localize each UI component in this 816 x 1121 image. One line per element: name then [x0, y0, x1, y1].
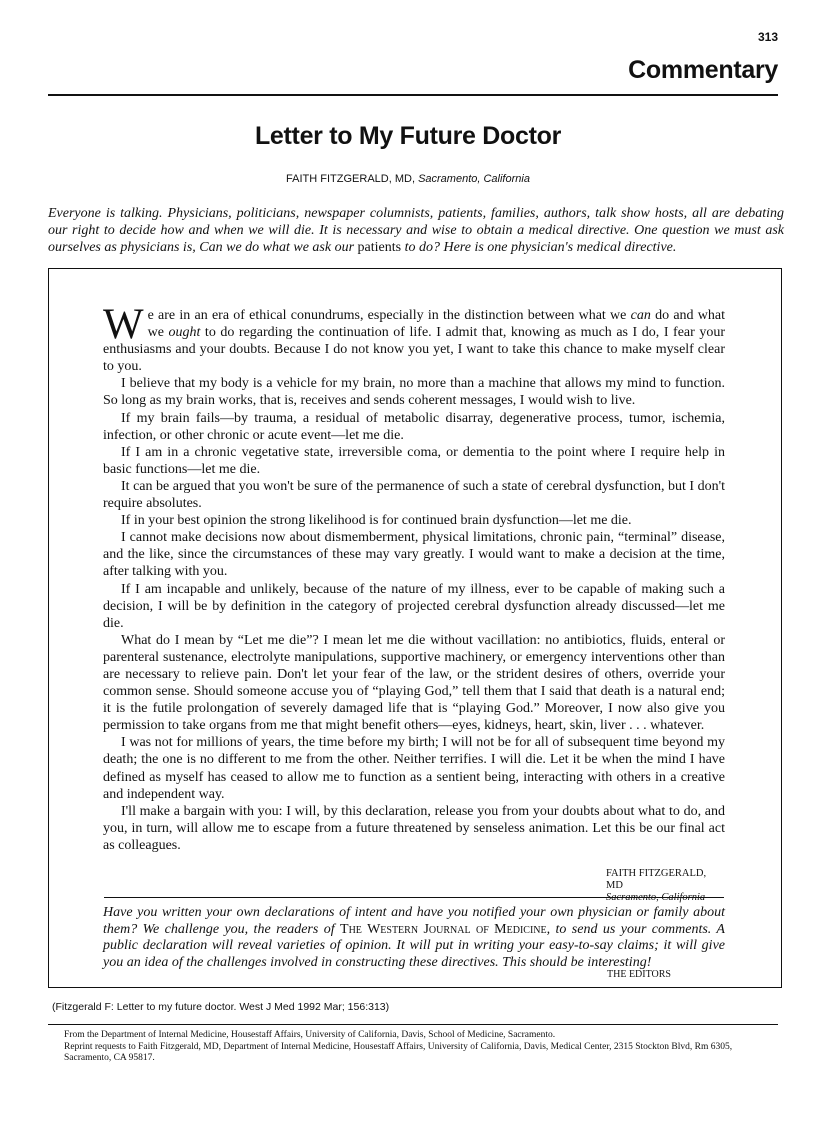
letter-body: [103, 301, 725, 854]
header-rule: [48, 94, 778, 96]
letter-paragraph-3: If my brain fails—by trauma, a residual of metabolic disarray, degenerative process, tumor, ischemia, infection, or other chronic or acute event—let me die.: [103, 410, 725, 443]
letter-paragraph-5: It can be argued that you won't be sure of the permanence of such a state of cerebral dysfunction, but I don't require absolutes.: [103, 478, 725, 512]
journal-name: The Western Journal of Medicine: [340, 921, 547, 937]
citation: (Fitzgerald F: Letter to my future doctor. West J Med 1992 Mar; 156:313): [52, 1001, 390, 1013]
abstract-emphasis: patients: [357, 240, 402, 255]
letter-paragraph-7: I cannot make decisions now about dismemberment, physical limitations, chronic pain, “terminal” disease, and the like, since the circumstances of these may vary greatly. I would want to make a decision at the time, after talking with you.: [103, 530, 725, 580]
abstract-text-2: to do? Here is one physician's medical directive.: [401, 240, 677, 255]
signature-name: FAITH FITZGERALD, MD: [606, 868, 707, 891]
letter-paragraph-8: If I am incapable and unlikely, because of the nature of my illness, ever to be capable of making such a decision, I will be by definition in the category of projected cerebral dysfunction already discussed—let me die.: [103, 581, 725, 631]
footnote-affiliation: From the Department of Internal Medicine, Housestaff Affairs, University of California, Davis, School of Medicine, Sacramento.: [64, 1030, 556, 1040]
emphasis-can: can: [630, 308, 651, 323]
drop-cap: W: [103, 301, 144, 348]
letter-paragraph-9: What do I mean by “Let me die”? I mean let me die without vacillation: no antibiotics, fluids, enteral or parenteral sustenance, electrolyte manipulations, supportive machinery, or emergency interventions other than are necessary to relieve pain. Don't let your fear of the law, or the strident desires of others, override your common sense. Should someone accuse you of “playing God,” tell them that I said that death is a natural end; it is the futile prolongation of severely damaged life that is “playing God.” Moreover, I now also give you permission to take organs from me that might benefit others—eyes, kidneys, heart, skin, liver . . . whatever.: [103, 632, 725, 734]
abstract: [48, 205, 784, 256]
letter-text: do and what we: [147, 308, 725, 341]
author-location: Sacramento, California: [418, 173, 530, 185]
letter-paragraph-1: [103, 301, 725, 375]
letter-paragraph-2: I believe that my body is a vehicle for my brain, no more than a machine that allows my mind to function. So long as my brain works, that is, receives and sends coherent messages, I would wish to live.: [103, 376, 725, 409]
letter-paragraph-11: I'll make a bargain with you: I will, by this declaration, release you from your doubts about what to do, and you, in turn, will allow me to escape from a future threatened by senseless animation. Let this be our final act as colleagues.: [103, 803, 725, 853]
letter-text: e are in an era of ethical conundrums, especially in the distinction between what we: [147, 308, 631, 323]
emphasis-ought: ought: [168, 325, 201, 341]
footer-rule: [48, 1024, 778, 1025]
footnote-reprints: Reprint requests to Faith Fitzgerald, MD, Department of Internal Medicine, Housestaff Affairs, University of California, Davis, Medical Center, 2315 Stockton Blvd, Rm 6305, Sacramento, CA 95817.: [64, 1041, 733, 1063]
letter-paragraph-10: I was not for millions of years, the time before my birth; I will not be for all of subsequent time beyond my death; the one is no different to me from the other. Neither terrifies. I will die. Let it be when the mind I have defined as myself has ceased to allow me to function as a sentient being, interacting with others in a creative and independent way.: [103, 735, 725, 802]
signature-rule: [104, 897, 724, 898]
editor-note-text-1: Have you written your own declarations of intent and have you notified your own physician or family about them? We challenge you, the readers of: [103, 905, 725, 937]
byline: [0, 173, 816, 185]
letter-text: to do regarding the continuation of life. I admit that, knowing as much as I do, I fear your enthusiasms and your doubts. Because I do not know you yet, I want to take this chance to make myself clear to you.: [103, 325, 725, 375]
editors-signoff: THE EDITORS: [607, 969, 671, 980]
signature-block: [560, 868, 720, 904]
article-title: Letter to My Future Doctor: [254, 122, 562, 150]
editor-note: [103, 905, 725, 971]
page-number: 313: [757, 30, 778, 44]
letter-paragraph-4: If I am in a chronic vegetative state, irreversible coma, or dementia to the point where I require help in basic functions—let me die.: [103, 444, 725, 477]
signature-location: Sacramento, California: [606, 892, 706, 903]
letter-paragraph-6: If in your best opinion the strong likelihood is for continued brain dysfunction—let me die.: [121, 513, 632, 529]
editor-note-text-2: , to send us your comments. A public declaration will reveal varieties of opinion. It will put in writing your easy-to-say claims; it will give you an idea of the challenges involved in constructing these directives. This should be interesting!: [103, 921, 725, 970]
abstract-text-1: Everyone is talking. Physicians, politicians, newspaper columnists, patients, families, authors, talk show hosts, all are debating our right to decide how and when we will die. It is necessary and wise to obtain a medical directive. One question we must ask ourselves as physicians is, Can we do what we ask our: [48, 206, 784, 255]
section-heading: Commentary: [628, 56, 778, 84]
author-name: FAITH FITZGERALD, MD,: [286, 173, 415, 185]
footnotes: [64, 1030, 780, 1065]
